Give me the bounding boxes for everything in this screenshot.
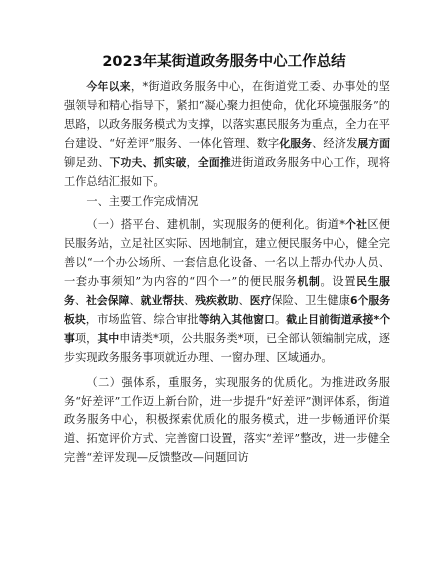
para-text: 申请类*项，公共服务类*项，已全部认领编制完成，逐步实现政务服务事项就近办理、一窗办理、区域通办。 xyxy=(64,331,390,364)
section-paragraph-1 xyxy=(64,216,390,367)
para-text: 、 xyxy=(74,293,87,307)
document-title: 2023年某街道政务服务中心工作总结 xyxy=(102,54,346,70)
section-heading: 一、主要工作完成情况 xyxy=(86,195,199,209)
para-bold: 其中 xyxy=(97,331,120,345)
intro-bold: 展方面 xyxy=(357,136,390,150)
intro-text: 进街道政务服务中心工作，现将工作总结汇报如下。 xyxy=(64,155,391,188)
para-bold: 等 xyxy=(198,312,210,326)
intro-paragraph xyxy=(64,78,390,191)
para-bold: 残疾救助 xyxy=(195,293,239,307)
intro-text: ，*街道政务服务中心，在街道党工委、办事处的坚强领导和精心指导下，紧扣“凝心聚力担使命，优化环境强服务”的思路，以政务服务模式为支撑，以落实惠民服务为重点，全力在平台建设、“好差评”服务、一体化管理、数字 xyxy=(64,80,390,150)
para-text: ， xyxy=(85,312,98,326)
document-body xyxy=(64,78,390,468)
para-bold: 个社 xyxy=(344,218,368,232)
para-bold: 6个服务板块 xyxy=(64,293,391,326)
intro-text: 铆足劲、 xyxy=(64,155,110,169)
para-bold: 社会保障 xyxy=(86,293,130,307)
para-bold: 机制 xyxy=(297,275,321,289)
para-text: 。 xyxy=(274,312,287,326)
para-bold: 截止目前街道承接*个事 xyxy=(64,312,390,345)
para-bold: 民生服务 xyxy=(64,275,390,307)
para-text: 、 xyxy=(183,293,196,307)
para-text: 保险、卫生健康 xyxy=(271,293,350,307)
para-text: 市场监管、综合审批 xyxy=(97,312,199,326)
para-text: 。设置 xyxy=(320,275,357,289)
para-text: 项， xyxy=(74,331,98,345)
para-bold: 就业帮扶 xyxy=(140,293,184,307)
intro-text: 、经济发 xyxy=(312,136,358,150)
section-paragraph-2: （二）强体系，重服务，实现服务的优质化。为推进政务服务“好差评”工作迈上新台阶，进一步提升“好差评”测评体系，街道政务服务中心，积极探索优质化的服务模式，进一步畅通评价渠道、拓宽评价方式、完善窗口设置，落实“差评”整改，进一步健全完善“差评发现—反馈整改—问题回访 xyxy=(64,375,390,465)
intro-bold: 下功夫、 xyxy=(109,155,154,169)
intro-bold: 化服务 xyxy=(279,136,313,150)
intro-bold: 抓实破 xyxy=(153,155,187,169)
para-text: 区便民服务站，立足社区实际、因地制宜，建立便民服务中心，健全完善以“一个办公场所、一套信息化设备、一名以上帮办代办人员、一套办事须知”为内容的“四个一”的便民服务 xyxy=(64,218,390,289)
intro-lead: 今年以来 xyxy=(86,80,131,93)
para-text: （一）搭平台、建机制，实现服务的便利化。街道* xyxy=(86,218,345,232)
intro-bold: 全面推 xyxy=(197,155,231,169)
intro-text: ， xyxy=(186,155,198,169)
para-text: 、 xyxy=(238,293,250,307)
para-bold: 医疗 xyxy=(249,293,272,307)
para-bold: 纳入其他窗口 xyxy=(209,312,275,326)
para-text: 、 xyxy=(129,293,141,307)
